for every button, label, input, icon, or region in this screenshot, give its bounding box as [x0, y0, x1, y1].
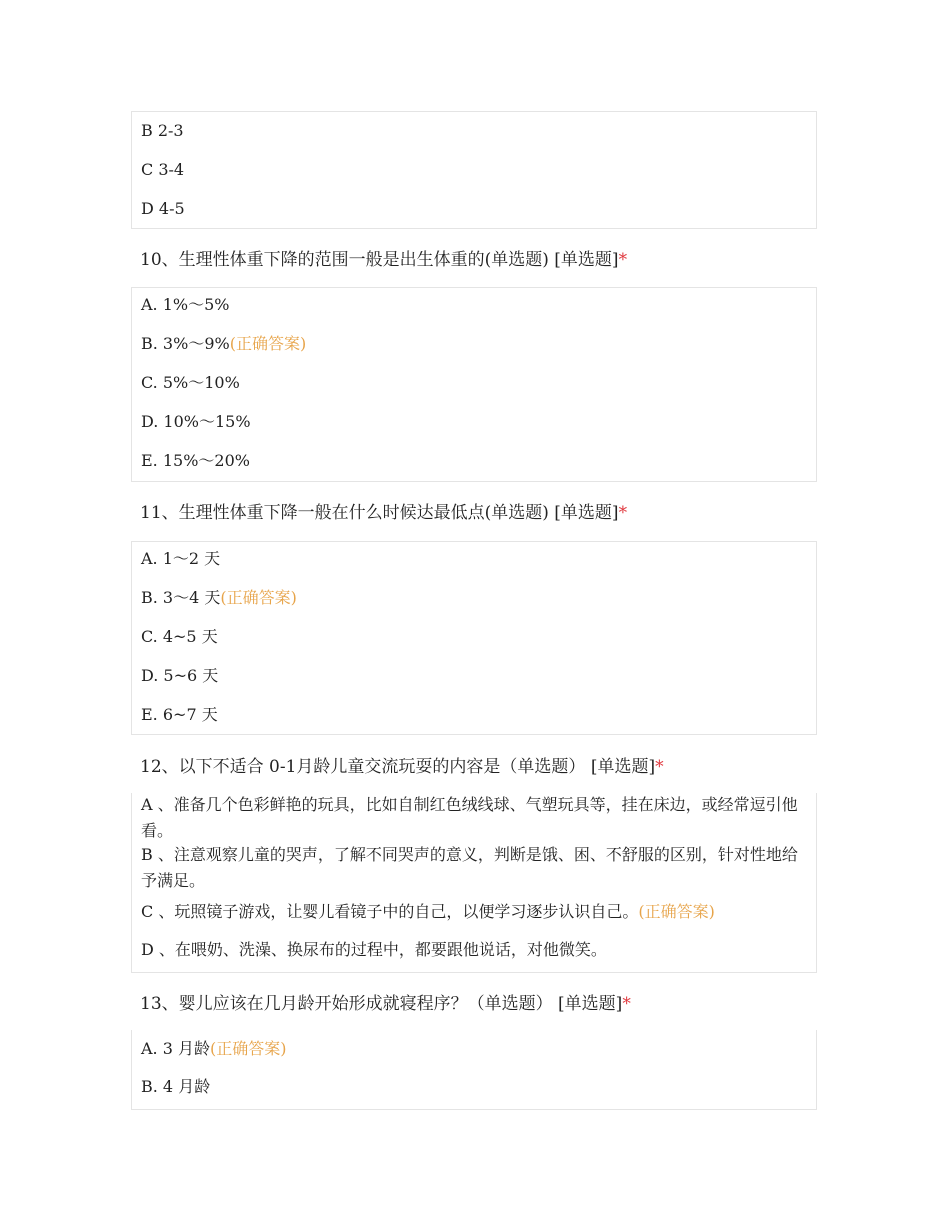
q9-option-b[interactable]: B 2-3: [141, 121, 184, 140]
q12-title: 12、以下不适合 0-1月龄儿童交流玩耍的内容是（单选题） [单选题]*: [140, 757, 664, 777]
q9-options-box: [131, 111, 817, 229]
q10-option-e[interactable]: E. 15%～20%: [141, 451, 250, 470]
required-mark: *: [618, 250, 628, 270]
q11-options-box: [131, 541, 817, 735]
q11-option-b[interactable]: B. 3～4 天(正确答案): [141, 588, 297, 607]
q12-options-box: [131, 793, 817, 973]
q13-option-b[interactable]: B. 4 月龄: [141, 1077, 211, 1096]
q13-option-a[interactable]: A. 3 月龄(正确答案): [141, 1039, 287, 1058]
q12-option-c[interactable]: C 、玩照镜子游戏，让婴儿看镜子中的自己，以便学习逐步认识自己。(正确答案): [141, 902, 715, 921]
q13-options-box: [131, 1030, 817, 1110]
q12-option-b[interactable]: B 、注意观察儿童的哭声，了解不同哭声的意义，判断是饿、困、不舒服的区别，针对性地给予满足。: [141, 845, 798, 890]
q13-title: 13、婴儿应该在几月龄开始形成就寝程序？（单选题） [单选题]*: [140, 994, 631, 1014]
q11-option-c[interactable]: C. 4~5 天: [141, 627, 218, 646]
required-mark: *: [622, 994, 631, 1014]
q10-option-a[interactable]: A. 1%～5%: [141, 295, 230, 314]
correct-answer-label: (正确答案): [638, 902, 715, 921]
q9-option-c[interactable]: C 3-4: [141, 160, 185, 179]
q11-option-e[interactable]: E. 6~7 天: [141, 705, 218, 724]
q10-option-c[interactable]: C. 5%～10%: [141, 373, 240, 392]
q10-title: 10、生理性体重下降的范围一般是出生体重的(单选题) [单选题]*: [140, 250, 628, 270]
q11-title: 11、生理性体重下降一般在什么时候达最低点(单选题) [单选题]*: [140, 503, 628, 523]
required-mark: *: [655, 757, 664, 777]
q11-option-d[interactable]: D. 5~6 天: [141, 666, 219, 685]
required-mark: *: [618, 503, 628, 523]
q12-option-a[interactable]: A 、准备几个色彩鲜艳的玩具，比如自制红色绒线球、气塑玩具等，挂在床边，或经常逗引他看。: [141, 795, 798, 840]
correct-answer-label: (正确答案): [210, 1039, 287, 1058]
q10-option-b[interactable]: B. 3%～9%(正确答案): [141, 334, 307, 353]
q10-option-d[interactable]: D. 10%～15%: [141, 412, 251, 431]
q11-option-a[interactable]: A. 1～2 天: [141, 549, 221, 568]
q12-option-d[interactable]: D 、在喂奶、洗澡、换尿布的过程中，都要跟他说话，对他微笑。: [141, 940, 607, 959]
q9-option-d[interactable]: D 4-5: [141, 199, 185, 218]
correct-answer-label: (正确答案): [229, 334, 307, 353]
correct-answer-label: (正确答案): [220, 588, 297, 607]
q10-options-box: [131, 287, 817, 482]
